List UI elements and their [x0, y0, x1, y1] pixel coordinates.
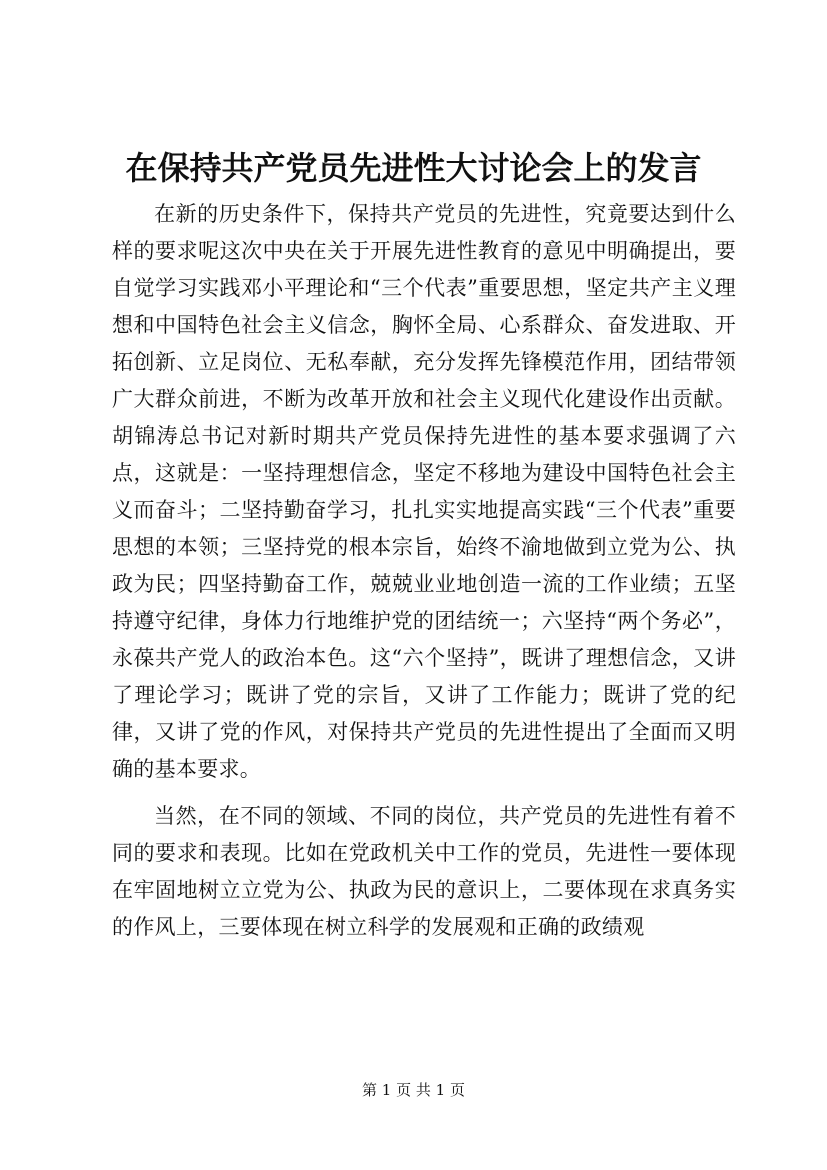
paragraph-1: 在新的历史条件下，保持共产党员的先进性，究竟要达到什么样的要求呢这次中央在关于开展先进性教育的意见中明确提出，要自觉学习实践邓小平理论和“三个代表”重要思想，坚定共产主义理想和中国特色社会主义信念，胸怀全局、心系群众、奋发进取、开拓创新、立足岗位、无私奉献，充分发挥先锋模范作用，团结带领广大群众前进，不断为改革开放和社会主义现代化建设作出贡献。胡锦涛总书记对新时期共产党员保持先进性的基本要求强调了六点，这就是：一坚持理想信念，坚定不移地为建设中国特色社会主义而奋斗；二坚持勤奋学习，扎扎实实地提高实践“三个代表”重要思想的本领；三坚持党的根本宗旨，始终不渝地做到立党为公、执政为民；四坚持勤奋工作，兢兢业业地创造一流的工作业绩；五坚持遵守纪律，身体力行地维护党的团结统一；六坚持“两个务必”，永葆共产党人的政治本色。这“六个坚持”，既讲了理想信念，又讲了理论学习；既讲了党的宗旨，又讲了工作能力；既讲了党的纪律，又讲了党的作风，对保持共产党员的先进性提出了全面而又明确的基本要求。: [112, 202, 736, 781]
page-footer: 第 1 页 共 1 页: [362, 1081, 465, 1099]
document-title: 在保持共产党员先进性大讨论会上的发言: [125, 149, 702, 187]
document-body: [112, 196, 736, 946]
paragraph-2: 当然，在不同的领域、不同的岗位，共产党员的先进性有着不同的要求和表现。比如在党政机关中工作的党员，先进性一要体现在牢固地树立立党为公、执政为民的意识上，二要体现在求真务实的作风上，三要体现在树立科学的发展观和正确的政绩观: [112, 804, 736, 939]
